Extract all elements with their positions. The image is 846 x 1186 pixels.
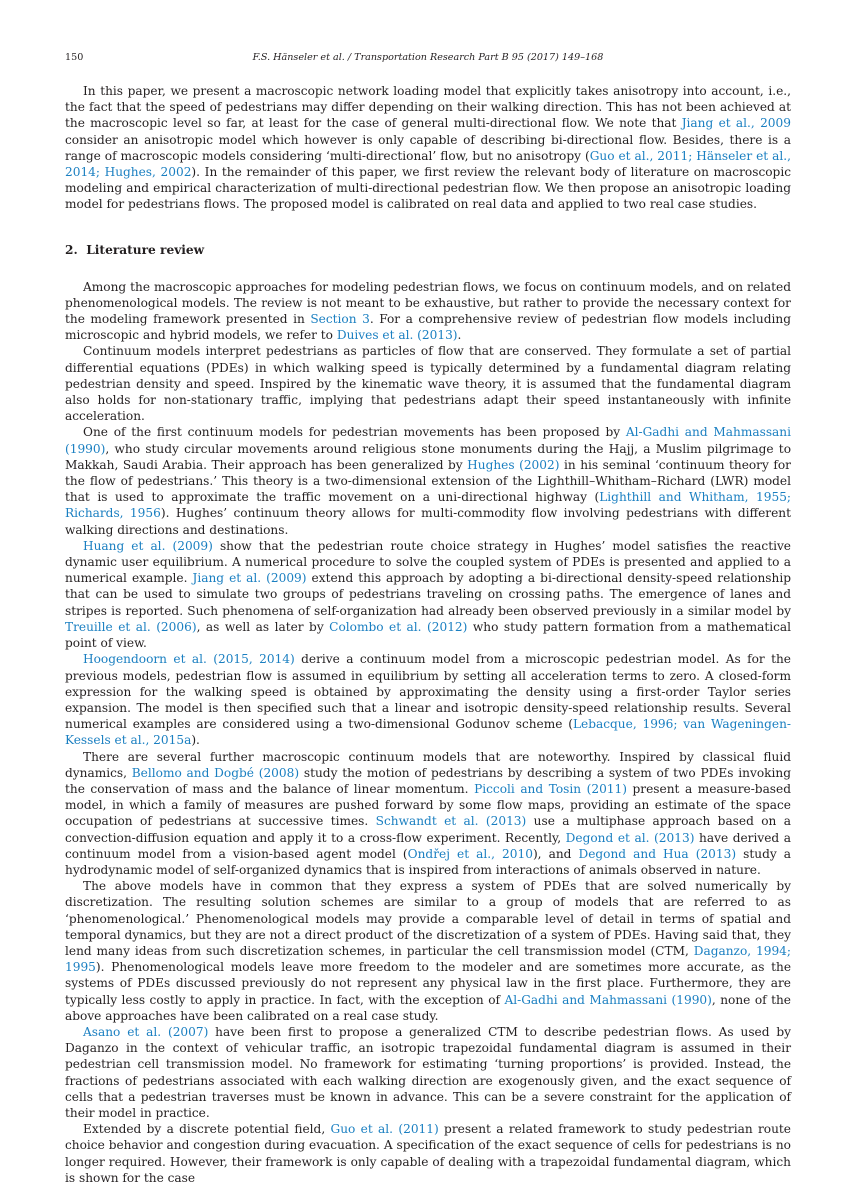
text-run: ). (191, 733, 200, 748)
text-run: , who study circular movements around religious stone monuments during the Hajj, a Muslim pilgrimage to Makkah, Saudi Arabia. Their approach has been generalized by (65, 441, 791, 472)
body-paragraph (65, 749, 791, 879)
text-run: . For a comprehensive review of pedestrian flow models including microscopic and hybrid models, we refer to (65, 312, 792, 343)
running-title: F.S. Hänseler et al. / Transportation Research Part B 95 (2017) 149–168 (252, 52, 604, 63)
section-heading (65, 242, 791, 258)
text-run: use a multiphase approach based on a convection-diffusion equation and apply it to a cross-flow experiment. Recently, (65, 814, 792, 845)
citation-link[interactable]: Ondřej et al., 2010 (407, 846, 533, 861)
citation-link[interactable]: Colombo et al. (2012) (329, 619, 468, 634)
citation-link[interactable]: Degond and Hua (2013) (578, 846, 737, 861)
citation-link[interactable]: Hoogendoorn et al. (2015, 2014) (83, 652, 295, 667)
section-link[interactable]: Section 3 (310, 312, 370, 327)
text-run: study a hydrodynamic model of self-organized dynamics that is inspired from interactions of animals observed in nature. (65, 846, 792, 877)
citation-link[interactable]: Guo et al. (2011) (330, 1122, 439, 1137)
text-run: show that the pedestrian route choice strategy in Hughes’ model satisfies the reactive dynamic user equilibrium. A numerical procedure to solve the coupled system of PDEs is presented and applied to a numerical example. (65, 538, 791, 586)
text-run: Continuum models interpret pedestrians as particles of flow that are conserved. They formulate a set of partial differential equations (PDEs) in which walking speed is typically determined by a fundamental diagram relating pedestrian density and speed. Inspired by the kinematic wave theory, it is assumed that the fundamental diagram also holds for non-stationary traffic, implying that pedestrians adapt their speed instantaneously with infinite acceleration. (65, 344, 791, 424)
citation-link[interactable]: Jiang et al. (2009) (192, 571, 307, 586)
citation-link[interactable]: Guo et al., 2011; Hänseler et al., 2014; Hughes, 2002 (65, 148, 791, 180)
body-paragraph (65, 1121, 791, 1186)
text-run: extend this approach by adopting a bi-directional density-speed relationship that can be used to simulate two groups of pedestrians traveling on crossing paths. The emergence of lanes and stripes is reported. Such phenomena of self-organization had already been observed previously in a similar model by (65, 571, 791, 618)
section-number: 2. (65, 242, 78, 257)
citation-link[interactable]: Degond et al. (2013) (565, 830, 695, 845)
body-paragraph (65, 279, 791, 344)
citation-link[interactable]: Bellomo and Dogbé (2008) (131, 765, 300, 780)
citation-link[interactable]: Asano et al. (2007) (83, 1024, 209, 1039)
citation-link[interactable]: Schwandt et al. (2013) (375, 814, 527, 829)
text-run: consider an anisotropic model which however is only capable of describing bi-directional flow. Besides, there is a range of macroscopic models considering ‘multi-directional’ flow, but no anisotropy ( (65, 132, 791, 163)
citation-link[interactable]: Huang et al. (2009) (83, 538, 213, 553)
citation-link[interactable]: Treuille et al. (2006) (65, 619, 197, 634)
body-paragraph (65, 538, 791, 651)
text-run: The above models have in common that they express a system of PDEs that are solved numerically by discretization. The resulting solution schemes are similar to a group of models that are referred to as ‘phenomenological.’ Phenomenological models may provide a comparable level of detail in terms of spatial and temporal dynamics, but they are not a direct product of the discretization of a system of PDEs. Having said that, they lend many ideas from such discretization schemes, in particular the cell transmission model (CTM, (65, 879, 791, 958)
text-run: present a measure-based model, in which a family of measures are pushed forward by some flow maps, providing an estimate of the space occupation of pedestrians at successive times. (65, 781, 791, 829)
body-paragraph (65, 343, 791, 424)
text-run: have been first to propose a generalized CTM to describe pedestrian flows. As used by Daganzo in the context of vehicular traffic, an isotropic trapezoidal fundamental diagram is assumed in their pedestrian cell transmission model. No framework for estimating ‘turning proportions’ is provided. Instead, the fractions of pedestrians associated with each walking direction are exogenously given, and the exact sequence of cells that a pedestrian traverses must be known in advance. This can be a severe constraint for the application of their model in practice. (65, 1024, 791, 1120)
citation-link[interactable]: Piccoli and Tosin (2011) (474, 781, 627, 796)
text-run: ). Phenomenological models leave more freedom to the modeler and are sometimes more accurate, as the systems of PDEs discussed previously do not represent any physical law in the first place. Furthermore, they are typically less costly to apply in practice. In fact, with the exception of (65, 960, 791, 1007)
citation-link[interactable]: Al-Gadhi and Mahmassani (1990) (504, 992, 712, 1007)
citation-link[interactable]: Hughes (2002) (467, 457, 560, 472)
text-run: , as well as later by (196, 619, 330, 634)
citation-link[interactable]: Jiang et al., 2009 (681, 116, 791, 131)
body-paragraph (65, 424, 791, 537)
body-paragraph (65, 1024, 791, 1121)
running-header (65, 50, 791, 66)
citation-link[interactable]: Al-Gadhi and Mahmassani (1990) (65, 425, 791, 456)
text-run: , none of the above approaches have been calibrated on a real case study. (65, 992, 791, 1023)
text-run: There are several further macroscopic continuum models that are noteworthy. Inspired by classical fluid dynamics, (65, 749, 791, 780)
citation-link[interactable]: Duives et al. (2013) (336, 328, 458, 343)
body-paragraph (65, 878, 791, 1024)
body-paragraph (65, 651, 791, 748)
text-run: Extended by a discrete potential field, (83, 1122, 331, 1137)
text-run: in his seminal ‘continuum theory for the flow of pedestrians.’ This theory is a two-dimensional extension of the Lighthill–Whitham–Richard (LWR) model that is used to approximate the traffic movement on a uni-directional highway ( (65, 457, 791, 505)
intro-paragraph (65, 83, 791, 213)
text-run: who study pattern formation from a mathematical point of view. (65, 619, 792, 651)
article-page (65, 50, 791, 1186)
text-run: In this paper, we present a macroscopic network loading model that explicitly takes anisotropy into account, i.e., the fact that the speed of pedestrians may differ depending on their walking direction. This has not been achieved at the macroscopic level so far, at least for the case of general multi-directional flow. We note that (65, 84, 791, 131)
text-run: have derived a continuum model from a vision-based agent model ( (65, 830, 792, 861)
text-run: Among the macroscopic approaches for modeling pedestrian flows, we focus on continuum models, and on related phenomenological models. The review is not meant to be exhaustive, but rather to provide the necessary context for the modeling framework presented in (65, 279, 791, 327)
text-run: One of the first continuum models for pedestrian movements has been proposed by (83, 425, 626, 440)
citation-link[interactable]: Daganzo, 1994; 1995 (65, 943, 791, 975)
text-run: ). In the remainder of this paper, we first review the relevant body of literature on macroscopic modeling and empirical characterization of multi-directional pedestrian flow. We then propose an anisotropic loading model for pedestrians flows. The proposed model is calibrated on real data and applied to two real case studies. (65, 165, 792, 212)
text-run: derive a continuum model from a microscopic pedestrian model. As for the previous models, pedestrian flow is assumed in equilibrium by setting all acceleration terms to zero. A closed-form expression for the walking speed is obtained by approximating the density using a first-order Taylor series expansion. The model is then specified such that a linear and isotropic density-speed relationship results. Several numerical examples are considered using a two-dimensional Godunov scheme ( (65, 652, 791, 732)
text-run: present a related framework to study pedestrian route choice behavior and congestion during evacuation. A specification of the exact sequence of cells for pedestrians is no longer required. However, their framework is only capable of dealing with a trapezoidal fundamental diagram, which is shown for the case (65, 1122, 791, 1185)
section-title: Literature review (86, 242, 205, 257)
text-run: . (457, 328, 462, 343)
text-run: ), and (532, 846, 579, 861)
page-number: 150 (65, 52, 84, 63)
text-run: ). Hughes’ continuum theory allows for multi-commodity flow involving pedestrians with different walking directions and destinations. (65, 506, 791, 537)
citation-link[interactable]: Lebacque, 1996; van Wageningen-Kessels et al., 2015a (65, 717, 791, 748)
text-run: study the motion of pedestrians by describing a system of two PDEs invoking the conservation of mass and the balance of linear momentum. (65, 765, 791, 796)
citation-link[interactable]: Lighthill and Whitham, 1955; Richards, 1956 (65, 490, 792, 521)
